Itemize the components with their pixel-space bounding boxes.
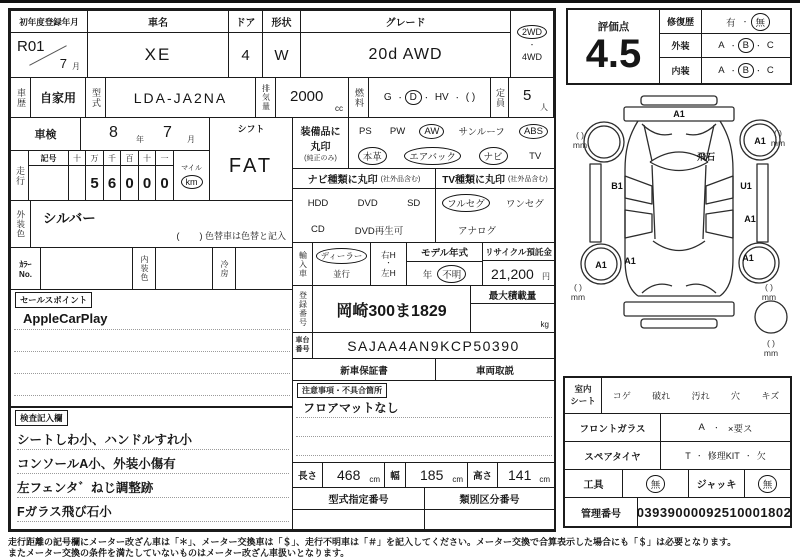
interior-color-label: 内装色 [132,247,156,290]
glass-x-required: ×要ス [727,423,753,435]
front-plate-shape [641,96,717,105]
tread-bracket: ( ) [764,282,774,292]
ac-label: 冷房 [212,247,236,290]
nav-type-note: (社外品含む) [380,175,421,183]
equipment-label-line1: 装備品に [300,127,341,138]
right-rear-door-panel [706,210,733,238]
model-year-unit: 年 [422,269,433,281]
doors-header: ドア [228,10,263,33]
fuel-option-hv: HV [434,92,449,103]
import-dealer-option: ディーラー [316,248,368,264]
mark-right-front-door: U1 [740,181,752,191]
seat-tear: 破れ [652,391,671,401]
interior-grade-label: 内装 [660,58,702,83]
recycle-header: リサイクル預託金 [482,242,555,261]
fuel-separator: ・ [396,94,404,102]
model-year-unknown: 不明 [437,265,466,283]
mileage-digit: 0 [138,165,156,201]
left-sill-strip [590,164,601,242]
equipment-aw: AW [419,124,444,139]
caution-value: フロアマットなし [303,401,399,415]
left-front-door-panel [625,176,652,204]
shift-value: FAT [228,154,274,177]
doors-value: 4 [228,32,263,78]
tread-bracket: ( ) [773,128,783,138]
mileage-unit-cell [173,150,210,201]
exterior-grade-label: 外装 [660,34,702,58]
import-parallel-option: 並行 [332,268,350,279]
equipment-row-1 [349,118,554,144]
sales-point-box [10,289,293,407]
damage-diagram [562,90,796,360]
shaken-year: 8 [109,124,118,141]
spare-tire-circle [755,301,787,333]
recycle-amount: 21,200 [491,266,534,282]
tv-type-title: TV種類に丸印 [442,175,506,186]
front-left-tire [584,122,624,162]
classification-header: 類別区分番号 [424,487,555,510]
displacement-value [275,77,349,118]
equipment-pw: PW [389,125,406,137]
mm-unit: mm [572,140,588,150]
shift-cell [209,117,293,201]
exterior-grade-options: A ・ B ・ C [702,34,790,58]
jack-none: 無 [758,475,778,493]
drive-type-cell [510,10,554,78]
tread-bracket: ( ) [766,338,776,348]
score-cell [568,10,660,83]
score-value: 4.5 [585,32,642,76]
fuel-option-g: G [383,92,392,103]
right-front-door-panel [706,176,733,204]
condition-table [563,376,792,528]
interior-c-option: C [766,65,774,76]
inspection-note-line: コンソールA小、外装小傷有 [17,450,289,474]
width-label: 幅 [384,462,406,488]
footer-note-line1: 走行距離の記号欄にメーター改ざん車は「＊」、メーター交換車は「＄」、走行不明車は「＃」を記入してください。メーター交換で合算表示した場合にも「＄」は必要となります。 [8,537,737,547]
mgmt-number-label: 管理番号 [565,498,638,526]
front-glass-label: フロントガラス [565,414,661,442]
inspection-note-line: シートしわ小、ハンドルすれ小 [17,426,289,450]
exterior-color-note: ( ) 色替車は色替と記入 [176,231,286,241]
caution-tab: 注意事項・不具合箇所 [297,383,387,398]
recycle-unit: 円 [542,272,550,281]
jack-label: ジャッキ [689,470,745,498]
displacement-number: 2000 [290,88,324,105]
mileage-symbol-header: 記号 [28,150,69,166]
mileage-digit-header: 十 [68,150,86,166]
km-unit-label: km [181,175,203,189]
shaken-month-unit: 月 [187,135,195,144]
seat-items [602,378,790,414]
rear-bumper-shape [624,302,734,316]
recycle-value-cell [482,260,555,286]
sales-point-tab: セールスポイント [15,292,92,308]
nav-cd: CD [311,224,325,235]
mile-unit-label: マイル [181,164,202,172]
fuel-option-other: ( ) [465,92,476,103]
shape-value: W [262,32,301,78]
capacity-value [508,77,554,118]
footer-note-line2: またメーター交換の条件を満たしていないものはメーター改ざん車扱いとなります。 [8,548,350,558]
caution-box [292,380,555,463]
repair-history-options: 有 ・ 無 [702,10,790,34]
length-label: 長さ [292,462,323,488]
equipment-ps: PS [359,125,372,137]
tv-analog: アナログ [458,225,497,237]
model-code-value: LDA-JA2NA [105,77,256,118]
inspection-note-line: Fガラス飛び石小 [17,498,289,522]
classification-value [424,509,555,530]
tv-oneseg: ワンセグ [505,199,544,210]
nav-type-header [292,168,436,189]
displacement-unit: cc [335,104,343,113]
tread-bracket: ( ) [575,130,585,140]
front-glass-value: A ・ ×要ス [661,414,790,442]
first-reg-month: 7 [59,56,67,71]
score-label: 評価点 [597,21,630,33]
spare-tire-label: スペアタイヤ [565,442,661,470]
manual-cell: 車両取説 [435,358,555,381]
mileage-digit: 5 [85,165,104,201]
width-unit: cm [452,475,463,484]
width-value [405,462,468,488]
car-name-header: 車名 [87,10,229,33]
mark-left-front-door: B1 [611,181,623,191]
length-unit: cm [369,475,380,484]
mm-unit: mm [770,138,786,148]
left-taillight-arc [642,284,672,293]
body-right-edge [720,121,733,296]
equipment-abs: ABS [519,124,548,139]
repair-yes-option: 有 [725,17,736,29]
spare-tire-value: T ・ 修理KIT ・ 欠 [661,442,790,470]
type-designation-header: 型式指定番号 [292,487,425,510]
sales-point-value: AppleCarPlay [23,311,108,326]
top-rule [0,0,800,3]
inspection-notes-tab: 検査記入欄 [15,410,68,426]
equipment-items-cell [348,117,555,169]
mileage-digit-header: 千 [103,150,121,166]
chassis-label: 車台 番号 [292,332,313,359]
glass-a: A [698,422,705,433]
max-load-value [470,303,555,333]
import-options-cell [312,242,371,286]
mark-windshield-stonechip: 飛石 [696,152,716,162]
first-reg-year: R01 [17,38,45,55]
height-value [497,462,555,488]
interior-color-value [155,247,213,290]
nav-type-title: ナビ種類に丸印 [307,175,378,186]
tv-type-header [435,168,555,189]
right-taillight-arc [686,284,716,293]
interior-b-option: B [738,63,754,78]
tv-type-body [435,188,555,243]
grade-value: 20d AWD [300,32,511,78]
model-code-label: 型式 [85,77,106,118]
tv-fullseg: フルセグ [442,194,490,212]
mark-right-side-rear: A1 [742,253,754,263]
handle-right: 右H [381,249,396,260]
fuel-separator: ・ [422,94,430,102]
mileage-digit-header: 万 [85,150,104,166]
seat-hole: 穴 [731,391,741,401]
seat-burn: コゲ [612,391,631,401]
rear-window-arc [653,241,705,251]
seat-stain: 汚れ [691,391,710,401]
nav-sd: SD [407,197,421,209]
equipment-leather: 本革 [358,147,387,165]
exterior-color-label: 外装色 [10,200,31,248]
body-left-edge [625,121,638,296]
mileage-digit-header: 一 [155,150,174,166]
windshield-lower-arc [650,162,708,171]
shape-header: 形状 [262,10,301,33]
repair-no-option: 無 [751,13,771,31]
mm-unit: mm [570,292,586,302]
first-reg-value [10,32,88,78]
shaken-year-unit: 年 [136,135,144,144]
jack-value [745,470,790,498]
fuel-separator: ・ [453,94,461,102]
equipment-row-2 [349,144,554,168]
drive-4wd-option: 4WD [522,52,542,62]
mm-unit: mm [763,348,779,358]
mileage-label: 走行 [10,150,29,201]
displacement-label: 排気量 [255,77,276,118]
mileage-digit: 6 [103,165,121,201]
nav-dvd-play: DVD再生可 [354,225,404,237]
history-label: 車歴 [10,77,31,118]
handle-side-cell [370,242,407,286]
equipment-tv: TV [529,150,542,162]
fuel-options-cell [368,77,491,118]
inspection-notes-box [10,406,293,530]
rear-right-tire [739,243,779,283]
handle-left: 左H [381,268,396,279]
equipment-label-note: (純正のみ) [304,155,337,162]
equipment-label-cell [292,117,349,169]
mark-left-side-rear: A1 [624,256,636,266]
mm-unit: mm [761,292,777,302]
mgmt-number-value: 03939000092510001802 [636,504,792,520]
capacity-number: 5 [523,87,532,104]
height-number: 141 [508,467,532,483]
shaken-value [80,117,210,151]
right-sill-strip [757,164,768,242]
spare-repair-kit: 修理KIT [707,451,740,461]
registration-label: 登録番号 [292,285,313,333]
inspection-note-line: 左フェンタ゛ねじ調整跡 [17,474,289,498]
mark-front-right-wheel: A1 [754,136,766,146]
tv-type-note: (社外品含む) [508,175,548,183]
fuel-label: 燃料 [348,77,369,118]
grade-header: グレード [300,10,511,33]
nav-hdd: HDD [307,197,329,209]
interior-grade-options: A ・ B ・ C [702,58,790,83]
mileage-digit: 0 [120,165,139,201]
mileage-digit-header: 十 [138,150,156,166]
car-name-value: XE [87,32,229,78]
equipment-sunroof: サンルーフ [458,127,505,138]
seat-label: 室内 シート [565,378,602,414]
mark-front-bumper: A1 [673,109,685,119]
first-reg-header: 初年度登録年月 [10,10,88,33]
equipment-label-line2: 丸印 [310,142,331,153]
tools-label: 工具 [565,470,623,498]
import-label: 輸入車 [292,242,313,286]
exterior-color-text: シルバー [43,211,96,226]
spare-t: T [685,450,691,461]
drive-separator: ・ [528,42,536,49]
capacity-unit: 人 [540,103,548,112]
first-reg-month-unit: 月 [72,62,80,71]
spare-missing: 欠 [756,451,766,461]
capacity-label: 定員 [490,77,509,118]
shift-label: シフト [237,123,265,134]
exterior-c-option: C [766,40,774,51]
shaken-label: 車検 [10,117,81,151]
handle-separator: ・ [385,259,392,267]
model-year-header: モデル年式 [406,242,483,262]
nav-type-body [292,188,436,243]
color-no-value [40,247,133,290]
mileage-digit-header: 百 [120,150,139,166]
repair-history-label: 修復歴 [660,10,702,34]
tools-value [623,470,689,498]
chassis-value: SAJAA4AN9KCP50390 [312,332,555,359]
length-value [322,462,385,488]
seat-scratch: キズ [761,391,780,401]
drive-2wd-option: 2WD [517,25,547,39]
exterior-color-value [30,200,293,248]
max-load-header: 最大積載量 [470,285,555,304]
mileage-digit: 0 [155,165,174,201]
left-rear-door-panel [625,210,652,238]
tread-bracket: ( ) [573,282,583,292]
mileage-digit [68,165,86,201]
exterior-a-option: A [718,40,725,51]
height-label: 高さ [467,462,498,488]
warranty-cell: 新車保証書 [292,358,436,381]
mark-rear-left-wheel: A1 [595,260,607,270]
equipment-navi: ナビ [479,147,508,165]
mileage-symbol-value [28,165,69,201]
width-number: 185 [420,467,444,483]
tools-none: 無 [646,475,666,493]
history-value: 自家用 [30,77,86,118]
interior-a-option: A [718,65,725,76]
rear-plate-shape [641,319,717,328]
exterior-b-option: B [738,38,754,53]
nav-dvd: DVD [357,197,378,209]
registration-value: 岡崎300ま1829 [312,285,471,333]
color-no-label: ｶﾗｰ No. [10,247,41,290]
fuel-option-d: D [405,90,422,105]
max-load-unit: kg [540,320,549,329]
length-number: 468 [337,467,361,483]
height-unit: cm [539,475,550,484]
equipment-airbag: エアバック [404,147,461,165]
ac-value [235,247,293,290]
evaluation-box [566,8,792,85]
main-table [8,8,556,532]
shaken-month: 7 [163,124,172,141]
model-year-value [406,261,483,286]
type-designation-value [292,509,425,530]
mark-right-side-mid: A1 [744,214,756,224]
